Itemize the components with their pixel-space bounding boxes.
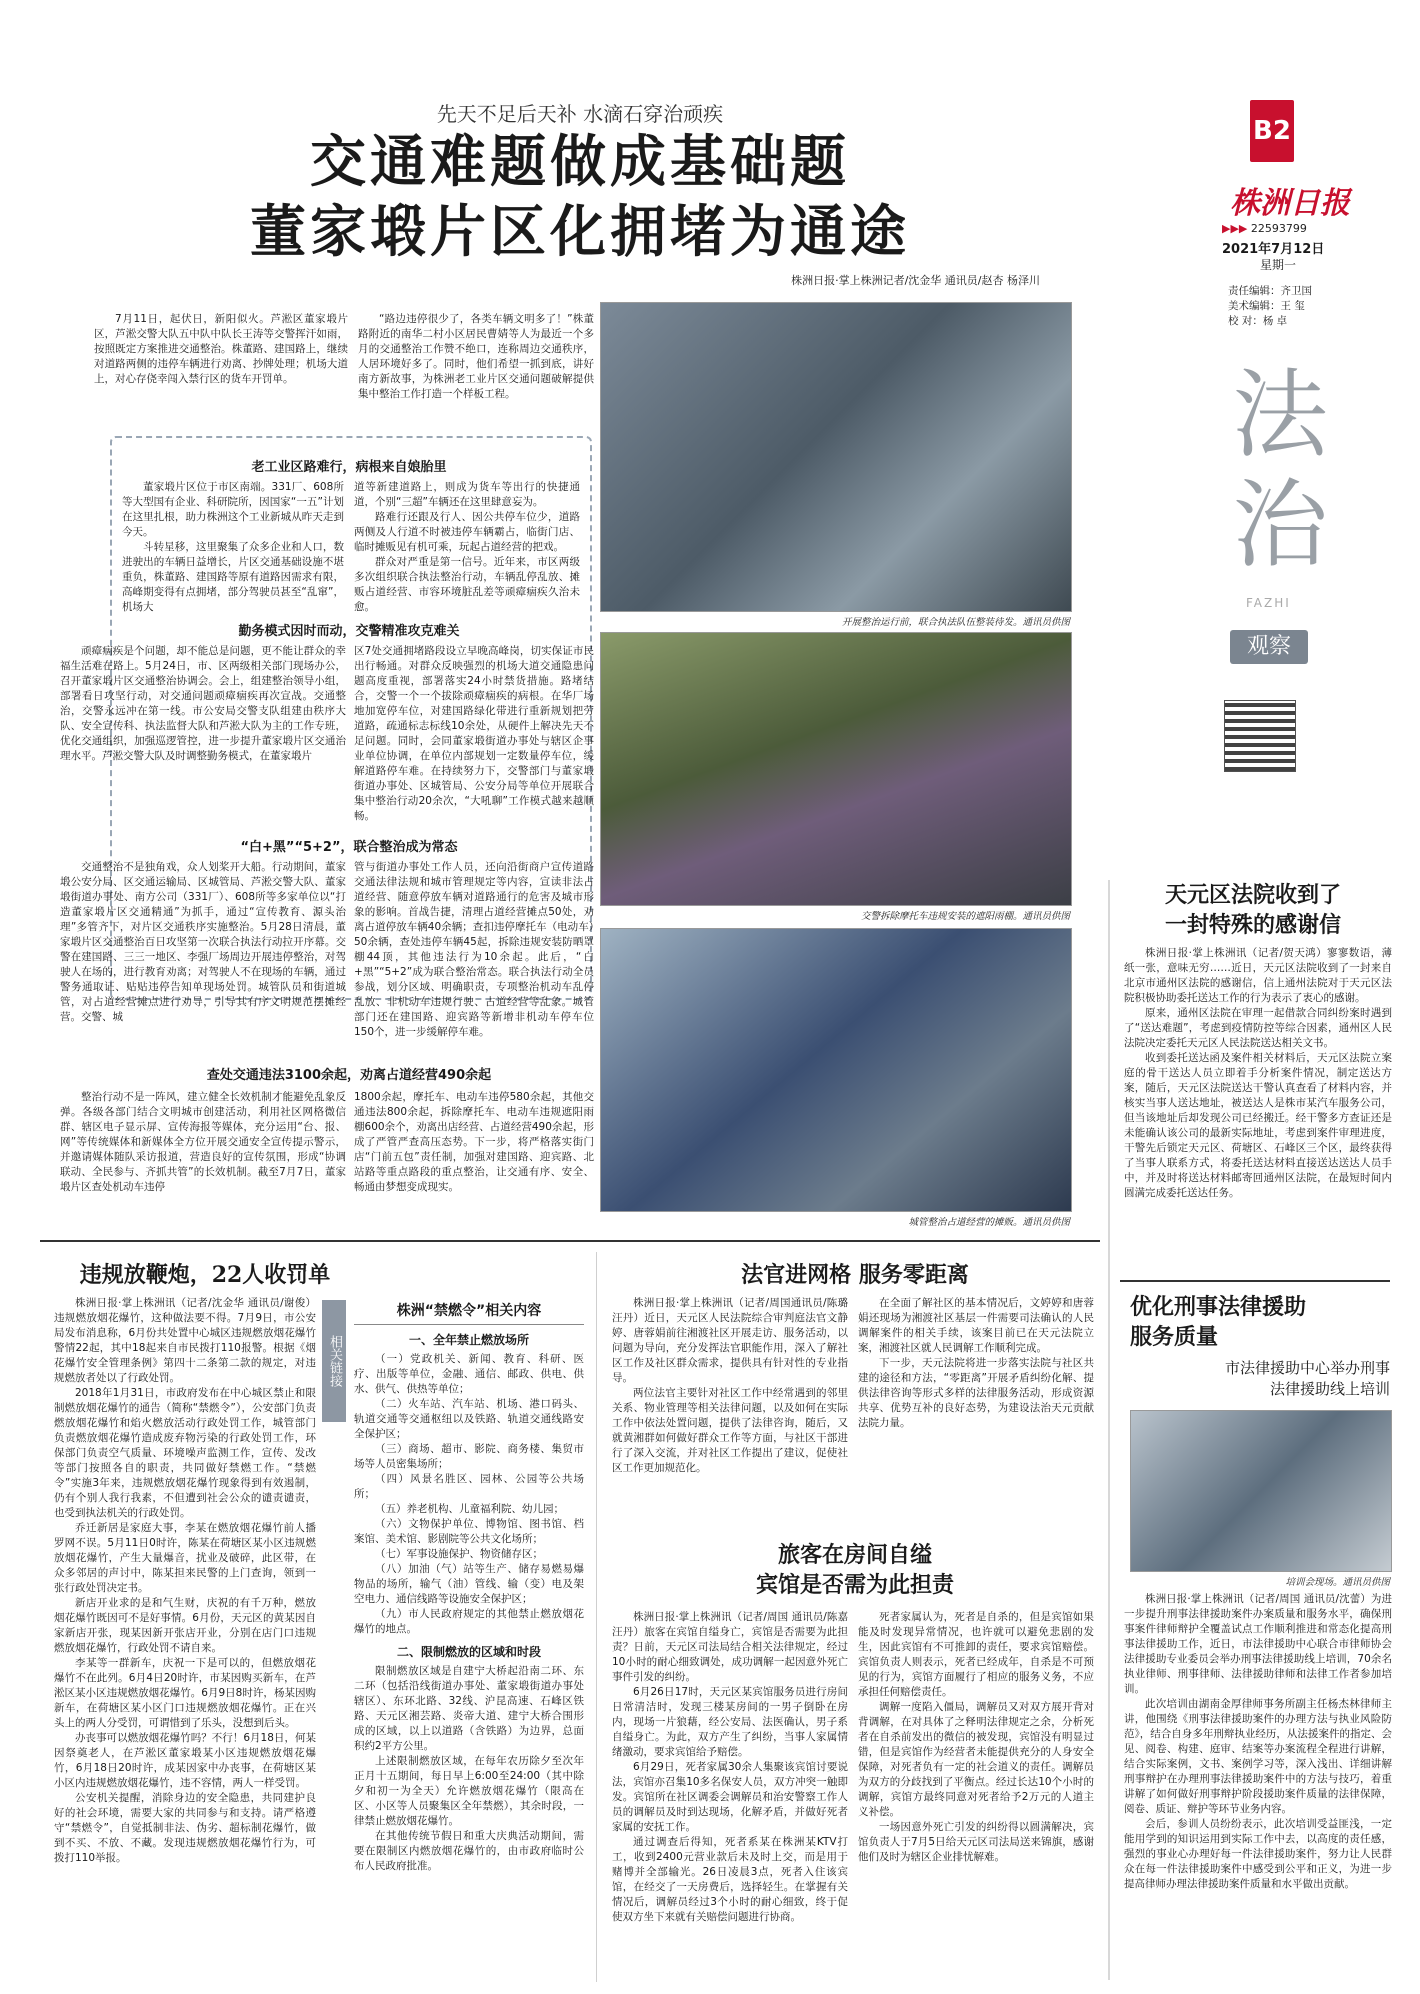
hotel-title-1: 旅客在房间自缢 <box>777 1542 932 1568</box>
list-item: （三）商场、超市、影院、商务楼、集贸市场等人员密集场所； <box>354 1443 584 1470</box>
byline: 株洲日报·掌上株洲记者/沈金华 通讯员/赵杏 杨泽川 <box>791 274 1040 287</box>
paragraph: 株洲日报·掌上株洲讯（记者/周国 通讯员/沈蕾）为进一步提升刑事法律援助案件办案质量和服务水平，确保刑事案件律师辩护全覆盖试点工作顺利推进和常态化提高刑事法律援助工作，近日，市法律援助中心联合市律师协会法律援助专业委员会举办刑事法律援助线上培训，70余名执业律师、刑事律师、法律援助律师和法律工作者参加培训。 <box>1124 1593 1392 1695</box>
paragraph: 上述限制燃放区域，在每年农历除夕至次年正月十五期间，每日早上6:00至24:00（其中除夕和初一为全天）允许燃放烟花爆竹（限高在区、小区等人员聚集区全年禁燃），其余时段，一律禁止燃放烟花爆竹。 <box>354 1755 584 1827</box>
paragraph: 株洲日报·掌上株洲讯（记者/贺天鸿）寥寥数语，薄纸一张，意味无穷……近日，天元区法院收到了一封来自北京市通州区法院的感谢信，信上通州法院对于天元区法院积极协助委托送达工作的行为表示了衷心的感谢。 <box>1124 947 1392 1004</box>
list-item: （一）党政机关、新闻、教育、科研、医疗、出版等单位，金融、通信、邮政、供电、供水、供气、供热等单位； <box>354 1353 584 1395</box>
paragraph: 死者家属认为，死者是自杀的，但是宾馆如果能及时发现异常情况，也许就可以避免悲剧的发生，因此宾馆有不可推卸的责任，要求宾馆赔偿。宾馆负责人则表示，死者已经成年，自杀是不可预见的行为，宾馆方面履行了相应的服务义务，不应承担任何赔偿责任。 <box>858 1611 1094 1698</box>
paragraph: 此次培训由湖南金厚律师事务所副主任杨杰林律师主讲，他围绕《刑事法律援助案件的办理方法与执业风险防范》，结合自身多年刑辩执业经历，从法援案件的指定、会见、阅卷、构建、庭审、结案等办案流程全程进行讲解，结合实际案例，文书、案例学习等，深入浅出、详细讲解刑事辩护在办理刑事法律援助案件中的方法与技巧，着重讲解了如何做好刑事辩护阶段援助案件质量的法律保障，阅卷、质证、辩护等环节业务内容。 <box>1124 1698 1392 1815</box>
judge-body-left <box>612 1296 848 1510</box>
thanks-body <box>1124 946 1392 1262</box>
photo-training <box>1130 1410 1392 1572</box>
photo-caption: 城管整治占道经营的摊贩。通讯员供图 <box>908 1217 1070 1228</box>
phone-number: 22593799 <box>1250 222 1307 235</box>
paragraph: 1800余起，摩托车、电动车违停580余起，其他交通违法800余起，拆除摩托车、电动车违规遮阳雨棚600余个，劝离出店经营、占道经营490余起，形成了严管严查高压态势。下一步，将严格落实街门店“门前五包”责任制，加强对建国路、迎宾路、北站路等重点路段的重点整治，让交通有序、安全、畅通由梦想变成现实。 <box>354 1091 594 1193</box>
paragraph: 整治行动不是一阵风，建立健全长效机制才能避免乱象反弹。各级各部门结合文明城市创建活动，利用社区网格微信群、辖区电子显示屏、宣传海报等媒体，充分运用“台、报、网”等传统媒体和新媒体全方位开展交通安全宣传提示警示，并邀请媒体随队采访报道，营造良好的宣传氛围，形成“协调联动、全民参与、齐抓共管”的长效机制。截至7月7日，董家塅片区查处机动车违停 <box>60 1091 346 1193</box>
photo-caption: 开展整治运行前，联合执法队伍整装待发。通讯员供图 <box>841 617 1070 628</box>
issue-weekday: 星期一 <box>1260 258 1297 272</box>
section-tag: 观察 <box>1230 630 1308 664</box>
paragraph: 株洲日报·掌上株洲讯（记者/周国 通讯员/陈嘉 汪丹）旅客在宾馆自缢身亡，宾馆是否需要为此担责？日前，天元区司法局结合相关法律规定，经过10小时的耐心细致调处，成功调解一起因意外死亡事件引发的纠纷。 <box>612 1611 848 1683</box>
legal-aid-subtitle-2: 法律援助线上培训 <box>1269 1380 1390 1398</box>
list-item: （四）风景名胜区、园林、公园等公共场所； <box>354 1473 584 1500</box>
list-item: （二）火车站、汽车站、机场、港口码头、轨道交通等交通枢纽以及铁路、轨道交通线路安全保护区； <box>354 1398 584 1440</box>
thanks-title-2: 一封特殊的感谢信 <box>1164 912 1341 938</box>
paragraph: 顽瘴痼疾是个问题，却不能总是问题，更不能让群众的幸福生活难在路上。5月24日，市、区两级相关部门现场办公，召开董家塅片区交通整治协调会。会上，组建整治领导小组，部署看日攻坚行动，对交通问题顽瘴痼疾再次宣战。交通整治，交警永远冲在第一线。市公安局交警支队组建由秩序大队、安全宣传科、执法监督大队和芦淞大队为主的工作专班，优化交通组织，加强巡逻管控，进一步提升董家塅片区交通治理水平。芦淞交警大队及时调整勤务模式，在董家塅片 <box>60 645 346 762</box>
divider <box>40 1240 1100 1242</box>
list-item: （五）养老机构、儿童福利院、幼儿园； <box>375 1503 564 1515</box>
related-links-title: 株洲“禁燃令”相关内容 <box>354 1300 584 1325</box>
paragraph: 新店开业求的是和气生财，庆祝的有千万种，燃放烟花爆竹既因可不是好事情。6月份，天元区的黄某因自家新店开张，现某因新开张店开业，分别在店门口违规燃放烟花爆竹，行政处罚不请自来。 <box>54 1597 316 1654</box>
paragraph: 群众对严重是第一信号。近年来，市区两级多次组织联合执法整治行动，车辆乱停乱放、摊贩占道经营、市容环境脏乱差等顽瘴痼疾久治未愈。 <box>354 556 580 613</box>
paragraph: 6月26日17时，天元区某宾馆服务员进行房间日常清洁时，发现三楼某房间的一男子倒卧在房内，现场一片狼藉，经公安局、法医确认，男子系自缢身亡。为此，双方产生了纠纷，当事人家属情绪激动，要求宾馆给予赔偿。 <box>612 1686 848 1758</box>
related-section-title: 二、限制燃放的区域和时段 <box>396 1645 541 1659</box>
page-number: B2 <box>1253 116 1291 146</box>
related-links-box <box>354 1300 584 1980</box>
photo-police-lineup <box>600 302 1072 612</box>
column <box>354 480 580 615</box>
paragraph: 路难行还跟及行人、因公共停车位少，道路两侧及人行道不时被违停车辆霸占，临街门店、临时摊贩见有机可乘，玩起占道经营的把戏。 <box>354 511 580 553</box>
page-number-badge <box>1250 100 1294 162</box>
paragraph: 6月29日，死者家属30余人集聚该宾馆讨要说法，宾馆亦召集10多名保安人员，双方冲突一触即发。宾馆所在社区调委会调解员和治安警察工作人员的调解员及时到达现场，化解矛盾，并做好死者家属的安抚工作。 <box>612 1761 848 1833</box>
paragraph: 李某等一群新车，庆祝一下是可以的，但燃放烟花爆竹不在此列。6月4日20时许，市某因购买新车，在芦淞区某小区违规燃放烟花爆竹。6月9日8时许，杨某因购新车，在荷塘区某小区门口违规燃放烟花爆竹。正在兴头上的两人分受罚，可谓惜到了乐头，没想到后头。 <box>54 1657 316 1729</box>
hotel-body-right <box>858 1610 1094 1982</box>
divider <box>1120 1280 1390 1282</box>
section-title: 法治 <box>1232 359 1324 581</box>
paragraph: 公安机关提醒，消除身边的安全隐患，共同建护良好的社会环境，需要大家的共同参与和支持。请严格遵守“禁燃令”，自觉抵制非法、伪劣、超标制花爆竹，做到不买、不放、不藏。发现违规燃放烟花爆竹行为，可拨打110举报。 <box>54 1792 316 1864</box>
photo-caption: 交警拆除摩托车违规安装的遮阳雨棚。通讯员供图 <box>860 911 1070 922</box>
column <box>122 480 344 615</box>
related-section-title: 一、全年禁止燃放场所 <box>408 1333 529 1347</box>
editor-line: 校 对：杨 卓 <box>1228 315 1288 327</box>
list-item: （六）文物保护单位、博物馆、图书馆、档案馆、美术馆、影剧院等公共文化场所； <box>354 1518 584 1545</box>
judge-body-right <box>858 1296 1094 1510</box>
main-lead-right: “路边违停很少了，各类车辆文明多了！”株董路附近的南华二村小区居民曹婧等人为最近一个多月的交通整治工作赞不绝口，连称周边交通秩序，人居环境好多了。同时，他们希望一抓到底，讲好南方新故事，为株洲老工业片区交通问题破解提供集中整治工作打造一个样板工程。 <box>358 313 594 400</box>
section-heading: 查处交通违法3100余起，劝离占道经营490余起 <box>206 1068 492 1083</box>
photo-umbrella-removal <box>600 632 1072 906</box>
section-heading: 勤务模式因时而动，交警精准攻克难关 <box>238 624 460 639</box>
paragraph: 收到委托送达函及案件相关材料后，天元区法院立案庭的骨干送达人员立即着手分析案件情况，制定送达方案，随后，天元区法院送达干警认真查看了材料内容，并核实当事人送达地址，被送达人是株市某汽车服务公司，但当该地址后却发现公司已经搬迁。经干警多方查证还是未能确认该公司的最新实际地址，考虑到案件审理进度，干警先后锁定天元区、荷塘区、石峰区三个区，最终获得了当事人联系方式，将委托送达材料直接送达送达人员手中，并及时将送达材料邮寄回通州区法院，在最短时间内圆满完成委托送达任务。 <box>1124 1052 1392 1199</box>
main-lead-left: 7月11日，起伏日，新阳似火。芦淞区董家塅片区，芦淞交警大队五中队中队长王涛等交警挥汗如雨，按照既定方案推进交通整治。株董路、建国路上，继续对道路两侧的违停车辆进行劝离、抄牌处理；机场大道上，对心存侥幸闯入禁行区的货车开罚单。 <box>94 313 348 385</box>
paragraph: 道等新建道路上，则成为货车等出行的快捷通道，个别“三超”车辆还在这里肆意妄为。 <box>354 481 580 508</box>
editor-line: 美术编辑：王 玺 <box>1228 300 1305 312</box>
paragraph: 在其他传统节假日和重大庆典活动期间，需要在限制区内燃放烟花爆竹的，由市政府临时公布人民政府批准。 <box>354 1830 584 1872</box>
headline-line-2: 董家塅片区化拥堵为通途 <box>250 199 910 265</box>
headline-line-1: 交通难题做成基础题 <box>310 129 850 195</box>
qr-code-icon[interactable] <box>1224 700 1296 772</box>
issue-date: 2021年7月12日 <box>1222 242 1325 257</box>
column-divider <box>1108 880 1110 1980</box>
editor-line: 责任编辑：齐卫国 <box>1228 285 1312 297</box>
fireworks-body <box>54 1296 316 1982</box>
thanks-title-1: 天元区法院收到了 <box>1164 882 1341 908</box>
paragraph: 下一步，天元法院将进一步落实法院与社区共建的途径和方法，“零距离”开展矛盾纠纷化解、提供法律咨询等形式多样的法律服务活动，形成资源共享、优势互补的良好态势，为建设法治天元贡献法院力量。 <box>858 1357 1094 1429</box>
paragraph: 株洲日报·掌上株洲讯（记者/周国通讯员/陈璐 汪丹）近日，天元区人民法院综合审判庭法官文静婷、唐蓉娟前往湘渡社区开展走访、服务活动，以问题为导向，充分发挥法官职能作用，深入了解社区工作及社区群众需求，提供具有针对性的专业指导。 <box>612 1297 848 1384</box>
paragraph: 株洲日报·掌上株洲讯（记者/沈金华 通讯员/谢俊）违规燃放烟花爆竹，这种做法要不得。7月9日，市公安局发布消息称，6月份共处置中心城区违规燃放烟花爆竹警情22起，其中18起来自市民拨打110报警。根据《烟花爆竹安全管理条例》第四十二条第二款的规定，对违规燃放者处以了行政处罚。 <box>54 1297 316 1384</box>
paper-logo: 株洲日报 <box>1230 186 1350 221</box>
legal-aid-title-1: 优化刑事法律援助 <box>1130 1294 1307 1320</box>
paragraph: 通过调查后得知，死者系某在株洲某KTV打工，收到2400元营业款后未及时上交，而是用于赌博并全部输光。26日凌晨3点，死者入住该宾馆，在经交了一天房费后，选择轻生。在掌握有关情况后，调解员经过3个小时的耐心细致，终于促使双方坐下来就有关赔偿问题进行协商。 <box>612 1836 848 1923</box>
section-heading: “白+黑”“5+2”，联合整治成为常态 <box>240 840 458 855</box>
paragraph: 两位法官主要针对社区工作中经常遇到的邻里关系、物业管理等相关法律问题，以及如何在实际工作中依法处置问题，提供了法律咨询，随后，又就黄湘群如何做好群众工作等方面，与社区干部进行了深入交流，并对社区工作提出了建议，促使社区工作更加规范化。 <box>612 1387 848 1474</box>
photo-street-vendor <box>600 928 1072 1212</box>
hotel-body-left <box>612 1610 848 1982</box>
judge-title: 法官进网格 服务零距离 <box>741 1262 969 1288</box>
paragraph: 限制燃放区域是自建宁大桥起沿南二环、东二环（包括沿线街道办事处、董家塅街道办事处辖区）、东环北路、32线、沪昆高速、石峰区铁路、天元区湘芸路、炎帝大道、建宁大桥合围形成的区域，以上以道路（含铁路）为边界，总面积约2平方公里。 <box>354 1665 584 1752</box>
related-links-label: 相关链接 <box>322 1300 346 1422</box>
phone-arrows-icon: ▶▶▶ <box>1222 222 1248 235</box>
list-item: （七）军事设施保护、物资储存区； <box>375 1548 543 1560</box>
paragraph: 原来，通州区法院在审理一起借款合同纠纷案时遇到了“送达难题”，考虑到疫情防控等综合因素，通州区人民法院决定委托天元区人民法院送达相关文书。 <box>1124 1007 1392 1049</box>
editor-credits <box>1228 284 1358 329</box>
paragraph: 调解一度陷入僵局，调解员又对双方展开背对背调解，在对具体了之释明法律规定之余，分析死者在自杀前发出的微信的被发现，宾馆没有明显过错，但是宾馆作为经营者未能提供充分的人身安全保障，对死者负有一定的社会道义的责任。调解员为双方的分歧找到了平衡点。经过长达10个小时的调解，宾馆方最终同意对死者给予2万元的人道主义补偿。 <box>858 1701 1094 1818</box>
paragraph: 交通整治不是独角戏，众人划桨开大船。行动期间，董家塅公安分局、区交通运输局、区城管局、芦淞交警大队、董家塅街道办事处、南方公司（331厂）、608所等多家单位以“打造董家塅片区交通精通”为抓手，通过“宣传教育、源头治理”多管齐下，对片区交通秩序实施整治。5月28日清晨，董家塅片区交通整治百日攻坚第一次联合执法行动拉开序幕。交警在建国路、三三一地区、李强厂场周边开展违停整治，对驾驶人在场的，进行教育劝离；对驾驶人不在现场的车辆，通过警务通取证、贴贴违停告知单现场处罚。城管队员和街道城管，对占道经营摊点进行劝导，引导其有序文明规范摆摊经营。交警、城 <box>60 861 346 1023</box>
paragraph: 乔迁新居是家庭大事，李某在燃放烟花爆竹前人播罗网不误。5月11日0时许，陈某在荷塘区某小区违规燃放烟花爆竹，产生大量爆音，扰业及破碎，此区带，在众多邻居的声讨中，陈某担来民警的上门查询，领到一张行政处罚决定书。 <box>54 1522 316 1594</box>
photo-caption: 培训会现场。通讯员供图 <box>1285 1577 1390 1588</box>
list-item: （八）加油（气）站等生产、储存易燃易爆物品的场所，输气（油）管线、输（变）电及架空电力、通信线路等设施安全保护区； <box>354 1563 584 1605</box>
paragraph: 区7处交通拥堵路段设立早晚高峰岗，切实保证市民出行畅通。对群众反映强烈的机场大道交通隐患问题高度重视，部署落实24小时禁货措施。路堵结合，交警一个一个拔除顽瘴痼疾的病根。在华厂场地加宽停车位，对建国路绿化带进行重新规划把劳道路，疏通标志标线10余处，从硬件上解决先天不足问题。同时，会同董家塅街道办事处与辖区企事业单位协调，在单位内部规划一定数量停车位，缓解道路停车难。在持续努力下，交警部门与董家塅街道办事处、区城管局、公安分局等单位开展联合集中整治行动20余次，“大吼聊”工作模式越来越顺畅。 <box>354 645 594 822</box>
phone-line <box>1222 222 1307 235</box>
fireworks-title: 违规放鞭炮，22人收罚单 <box>79 1262 331 1288</box>
section-heading: 老工业区路难行，病根来自娘胎里 <box>251 460 447 475</box>
paragraph: 董家塅片区位于市区南端。331厂、608所等大型国有企业、科研院所，因国家“一五”计划在这里扎根，助力株洲这个工业新城从昨天走到今天。 <box>122 481 344 538</box>
legal-aid-title-2: 服务质量 <box>1130 1324 1219 1350</box>
legal-aid-body <box>1124 1592 1392 1982</box>
paragraph: 办丧事可以燃放烟花爆竹吗？不行！6月18日，何某因祭奠老人，在芦淞区董家塅某小区违规燃放烟花爆竹，6月18日20时许，成某因家中办丧事，在荷塘区某小区内违规燃放烟花爆竹，违不容情，两人一样受罚。 <box>54 1732 316 1789</box>
section-pinyin: FAZHI <box>1246 596 1291 610</box>
paragraph: 2018年1月31日，市政府发布在中心城区禁止和限制燃放烟花爆竹的通告（简称“禁燃令”），公安部门负责燃放烟花爆竹和焰火燃放活动行政处罚工作，城管部门负责燃放烟花爆竹造成废弃物污染的行政处罚工作，环保部门负责空气质量、环境噪声监测工作，宣传、发改等部门按照各自的职责，共同做好禁燃工作。“禁燃令”实施3年来，违规燃放烟花爆竹现象得到有效遏制，仍有个别人我行我素，不但遭到社会公众的谴责谴责，也受到执法机关的行政处罚。 <box>54 1387 316 1519</box>
hotel-title-2: 宾馆是否需为此担责 <box>755 1572 954 1598</box>
paragraph: 在全面了解社区的基本情况后，文婷婷和唐蓉娟还现场为湘渡社区基层一件需要司法确认的人民调解案件的相关手续，该案目前已在天元法院立案，湘渡社区就人民调解工作顺利完成。 <box>858 1297 1094 1354</box>
legal-aid-subtitle-1: 市法律援助中心举办刑事 <box>1224 1359 1390 1377</box>
paragraph: 斗转星移，这里聚集了众多企业和人口，数进驶出的车辆日益增长，片区交通基础设施不堪重负，株董路、建国路等原有道路因需求有限，高峰期变得有点拥堵，部分驾驶员甚至“乱窜”，机场大 <box>122 541 344 613</box>
paragraph: 一场因意外死亡引发的纠纷得以圆满解决，宾馆负责人于7月5日给天元区司法局送来锦旗，感谢他们及时为辖区企业排忧解难。 <box>858 1821 1094 1863</box>
list-item: （九）市人民政府规定的其他禁止燃放烟花爆竹的地点。 <box>354 1608 584 1635</box>
kicker: 先天不足后天补 水滴石穿治顽疾 <box>436 102 724 126</box>
paragraph: 管与街道办事处工作人员，还向沿街商户宣传道路交通法律法规和城市管理规定等内容，宣读非法占道经营、随意停放车辆对道路通行的危害及城市形象的影响。首战告捷，清理占道经营摊点50处，劝离占道停放车辆40余辆；查扣违停摩托车（电动车）50余辆，查处违停车辆45起，拆除违规安装防晒罩棚44顶，其他违法行为10余起。此后，“白+黑”“5+2”成为联合整治常态。联合执法行动全员参战，划分区域、明确职责，专项整治机动车乱停乱放、非机动车违规行驶、占道经营等乱象。城管部门还在建国路、迎宾路等新增非机动车停车位150个，进一步缓解停车难。 <box>354 861 594 1038</box>
paragraph: 会后，参训人员纷纷表示，此次培训受益匪浅，一定能用学到的知识运用到实际工作中去，以高度的责任感，强烈的事业心办理好每一件法律援助案件，努力让人民群众在每一件法律援助案件中感受到公平和正义，为进一步提高律师办理法律援助案件质量和水平做出贡献。 <box>1124 1818 1392 1890</box>
column-divider <box>596 1252 597 1982</box>
